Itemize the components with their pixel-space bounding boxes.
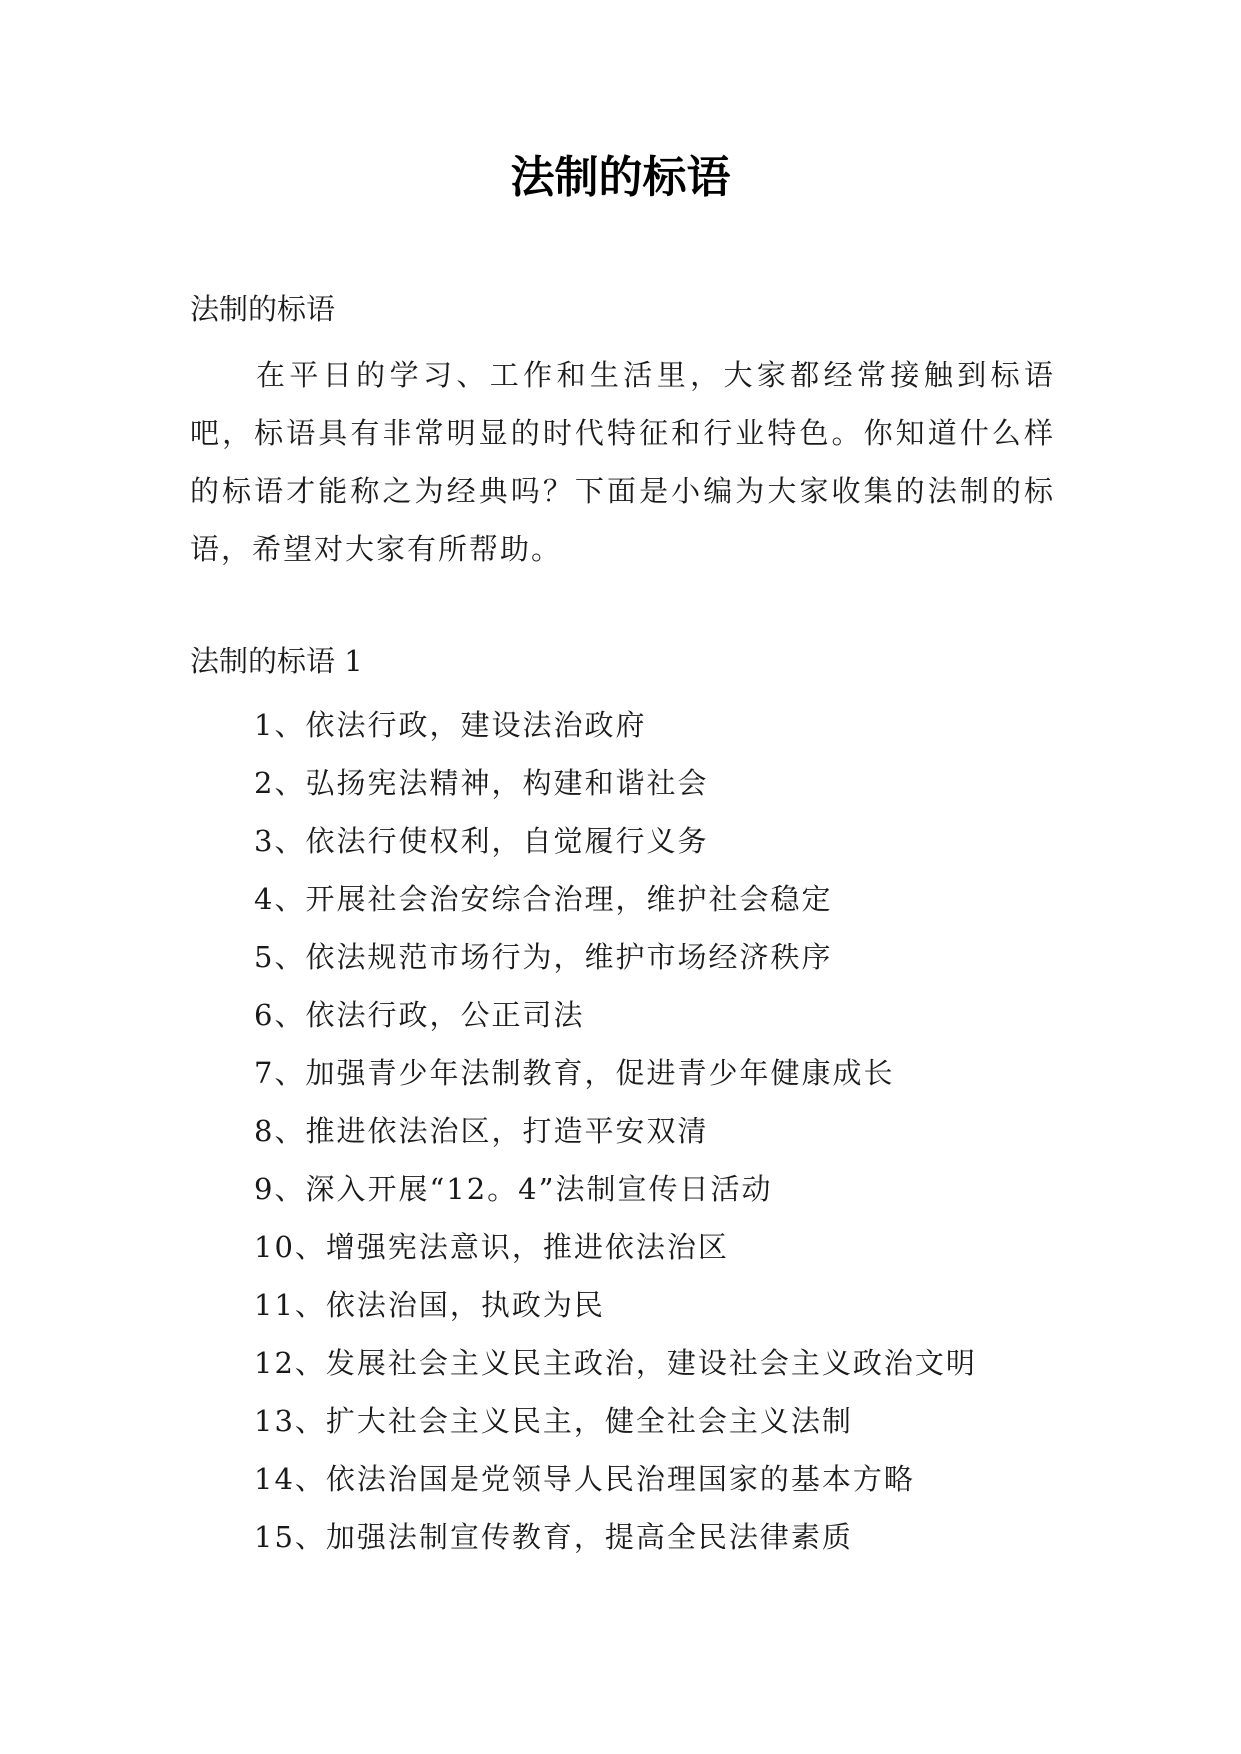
slogan-item: 4、开展社会治安综合治理，维护社会稳定 xyxy=(254,882,833,916)
slogan-list xyxy=(254,696,977,1566)
slogan-item: 6、依法行政，公正司法 xyxy=(254,998,585,1032)
slogan-item: 15、加强法制宣传教育，提高全民法律素质 xyxy=(254,1520,853,1554)
intro-paragraph: 在平日的学习、工作和生活里，大家都经常接触到标语吧，标语具有非常明显的时代特征和行业特色。你知道什么样的标语才能称之为经典吗？下面是小编为大家收集的法制的标语，希望对大家有所帮助。 xyxy=(190,358,1055,566)
slogan-item: 12、发展社会主义民主政治，建设社会主义政治文明 xyxy=(254,1346,977,1380)
slogan-item: 11、依法治国，执政为民 xyxy=(254,1288,605,1322)
document-heading: 法制的标语 xyxy=(190,292,336,326)
slogan-item: 1、依法行政，建设法治政府 xyxy=(254,708,647,742)
slogan-item: 10、增强宪法意识，推进依法治区 xyxy=(254,1230,729,1264)
slogan-item: 13、扩大社会主义民主，健全社会主义法制 xyxy=(254,1404,853,1438)
slogan-item: 5、依法规范市场行为，维护市场经济秩序 xyxy=(254,940,833,974)
slogan-item: 7、加强青少年法制教育，促进青少年健康成长 xyxy=(254,1056,895,1090)
slogan-item: 2、弘扬宪法精神，构建和谐社会 xyxy=(254,766,709,800)
slogan-item: 9、深入开展“12。4”法制宣传日活动 xyxy=(254,1172,773,1206)
page-title: 法制的标语 xyxy=(510,152,731,203)
slogan-item: 3、依法行使权利，自觉履行义务 xyxy=(254,824,709,858)
slogan-item: 14、依法治国是党领导人民治理国家的基本方略 xyxy=(254,1462,915,1496)
slogan-item: 8、推进依法治区，打造平安双清 xyxy=(254,1114,709,1148)
section-heading: 法制的标语 1 xyxy=(190,644,363,678)
